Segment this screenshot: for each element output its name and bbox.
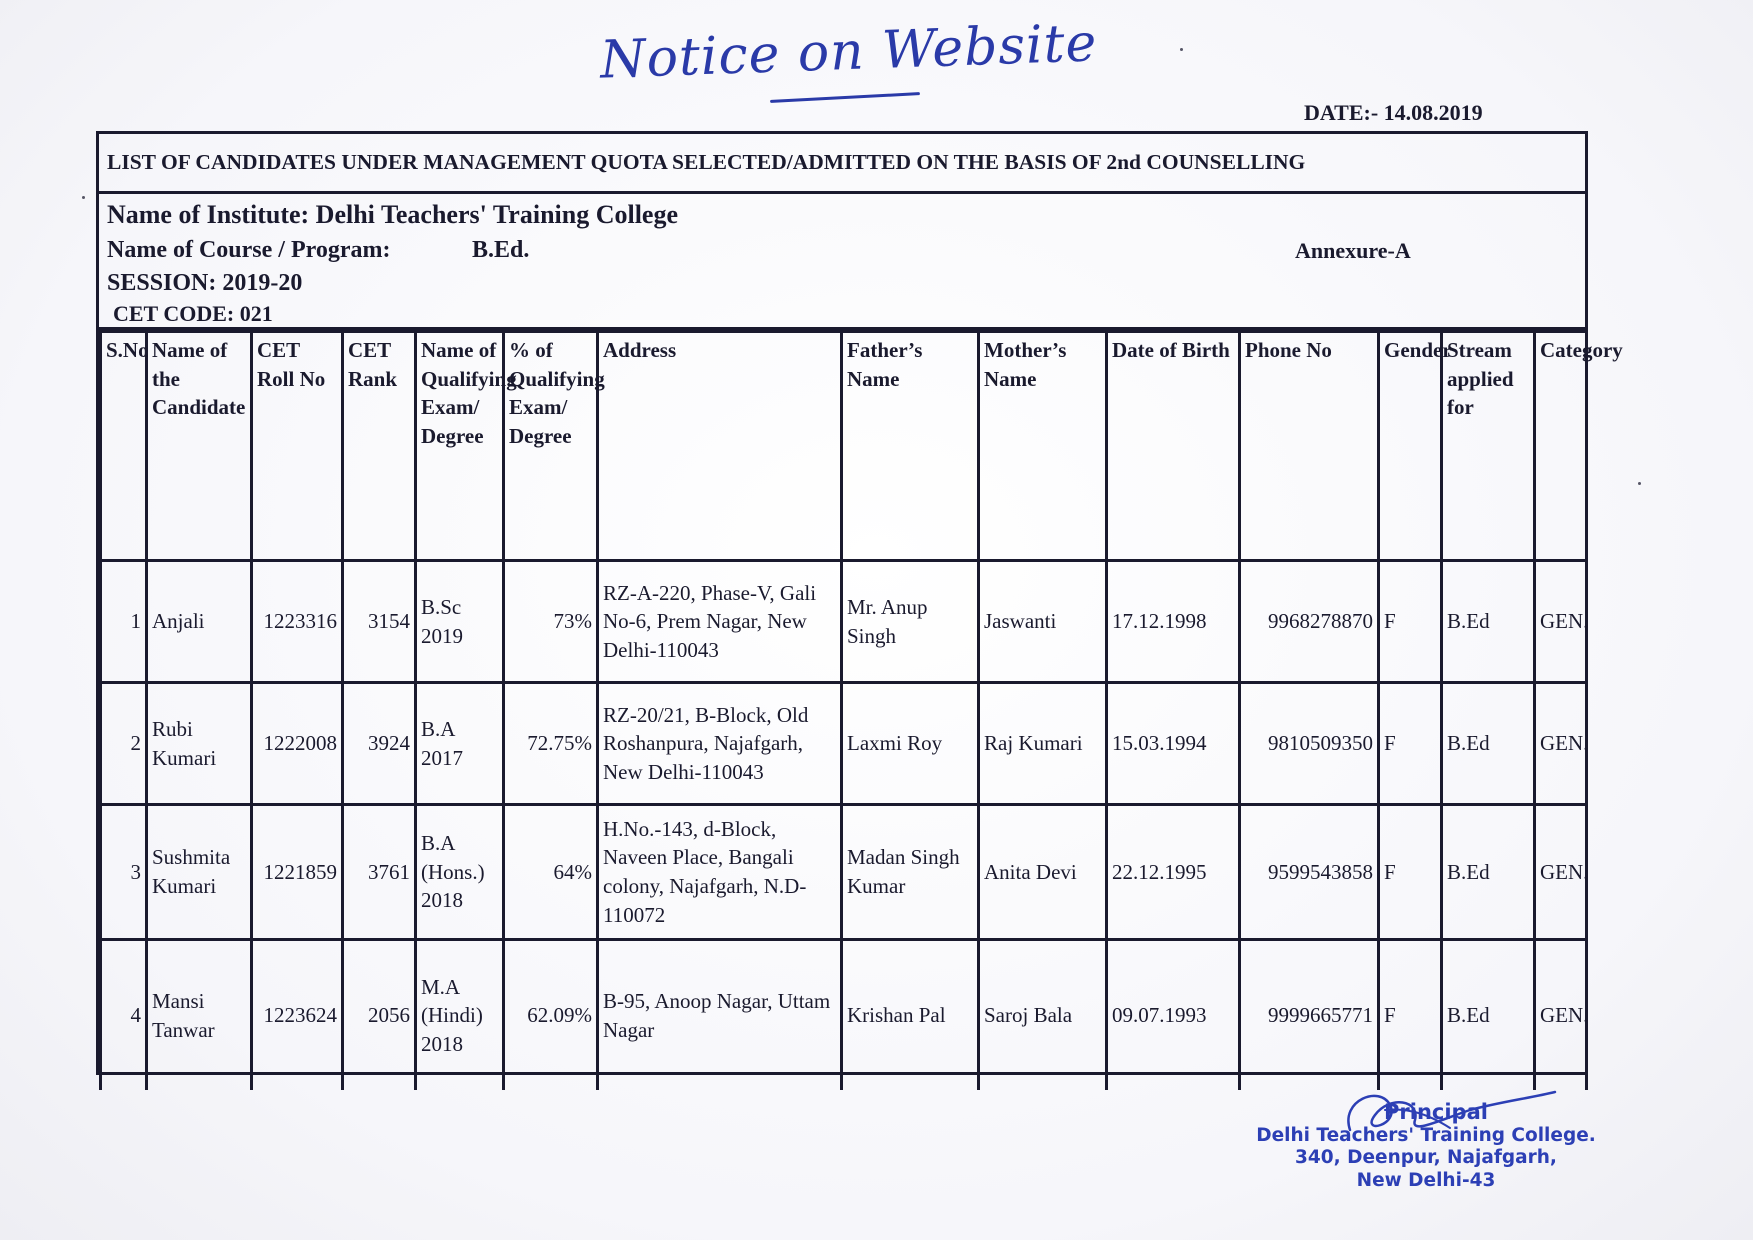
cell-phone: 9999665771 <box>1240 940 1379 1091</box>
session: SESSION: 2019-20 <box>107 270 303 296</box>
table-header-row <box>101 332 1587 561</box>
cell-mother-name: Raj Kumari <box>979 683 1107 805</box>
cell-gender: F <box>1379 805 1442 940</box>
cell-phone: 9599543858 <box>1240 805 1379 940</box>
cell-rank: 3924 <box>343 683 416 805</box>
cell-father-name: Madan Singh Kumar <box>842 805 979 940</box>
cell-roll-no: 1223316 <box>252 561 343 683</box>
header-date-of-birth: Date of Birth <box>1107 332 1240 561</box>
stamp-address: 340, Deenpur, Najafgarh, <box>1295 1147 1557 1169</box>
cell-father-name: Mr. Anup Singh <box>842 561 979 683</box>
annexure-label: Annexure-A <box>1295 238 1411 263</box>
cell-mother-name: Jaswanti <box>979 561 1107 683</box>
cell-candidate-name: Rubi Kumari <box>147 683 252 805</box>
cell-candidate-name: Sushmita Kumari <box>147 805 252 940</box>
cell-dob: 15.03.1994 <box>1107 683 1240 805</box>
cell-dob: 22.12.1995 <box>1107 805 1240 940</box>
stamp-city: New Delhi-43 <box>1356 1169 1496 1191</box>
cell-phone: 9968278870 <box>1240 561 1379 683</box>
scan-speck <box>82 196 85 199</box>
institute-name: Name of Institute: Delhi Teachers' Training College <box>107 200 679 229</box>
header-qualifying-exam: Name of Qualifying Exam/ Degree <box>416 332 504 561</box>
cell-rank: 3154 <box>343 561 416 683</box>
header-gender: Gender <box>1379 332 1442 561</box>
header-cet-roll-no: CET Roll No <box>252 332 343 561</box>
header-candidate-name: Name of the Candidate <box>147 332 252 561</box>
cell-mother-name: Saroj Bala <box>979 940 1107 1091</box>
header-sno: S.No <box>101 332 147 561</box>
cell-address: RZ-A-220, Phase-V, Gali No-6, Prem Nagar, New Delhi-110043 <box>598 561 842 683</box>
cell-percent: 73% <box>504 561 598 683</box>
header-address: Address <box>598 332 842 561</box>
cell-sno: 1 <box>101 561 147 683</box>
header-phone-no: Phone No <box>1240 332 1379 561</box>
cell-dob: 09.07.1993 <box>1107 940 1240 1091</box>
cell-percent: 64% <box>504 805 598 940</box>
cell-percent: 72.75% <box>504 683 598 805</box>
notice-frame <box>96 131 1623 1075</box>
cell-gender: F <box>1379 683 1442 805</box>
cell-category: GEN. <box>1535 940 1587 1091</box>
cell-rank: 3761 <box>343 805 416 940</box>
handwritten-title: Notice on Website <box>599 13 1099 91</box>
cell-mother-name: Anita Devi <box>979 805 1107 940</box>
cell-sno: 3 <box>101 805 147 940</box>
scan-speck <box>1180 48 1183 51</box>
header-cet-rank: CET Rank <box>343 332 416 561</box>
cell-address: H.No.-143, d-Block, Naveen Place, Bangali colony, Najafgarh, N.D-110072 <box>598 805 842 940</box>
cell-stream: B.Ed <box>1442 940 1535 1091</box>
course-label: Name of Course / Program: <box>107 237 391 263</box>
scan-speck <box>1638 482 1641 485</box>
cet-code: CET CODE: 021 <box>113 301 273 326</box>
header-father-name: Father’s Name <box>842 332 979 561</box>
cell-dob: 17.12.1998 <box>1107 561 1240 683</box>
cell-roll-no: 1221859 <box>252 805 343 940</box>
cell-exam: B.A 2017 <box>416 683 504 805</box>
cell-candidate-name: Mansi Tanwar <box>147 940 252 1091</box>
cell-percent: 62.09% <box>504 940 598 1091</box>
cell-stream: B.Ed <box>1442 805 1535 940</box>
table-row <box>101 683 1587 805</box>
institute-info <box>99 194 1585 330</box>
cell-exam: B.A (Hons.) 2018 <box>416 805 504 940</box>
cell-exam: B.Sc 2019 <box>416 561 504 683</box>
cell-sno: 2 <box>101 683 147 805</box>
table-row <box>101 805 1587 940</box>
cell-gender: F <box>1379 940 1442 1091</box>
header-qualifying-percent: % of Qualifying Exam/ Degree <box>504 332 598 561</box>
cell-father-name: Krishan Pal <box>842 940 979 1091</box>
cell-roll-no: 1222008 <box>252 683 343 805</box>
stamp-college: Delhi Teachers' Training College. <box>1256 1125 1596 1147</box>
cell-rank: 2056 <box>343 940 416 1091</box>
table-row <box>101 561 1587 683</box>
cell-category: GEN. <box>1535 805 1587 940</box>
course-value: B.Ed. <box>472 237 530 263</box>
cell-address: RZ-20/21, B-Block, Old Roshanpura, Najafgarh, New Delhi-110043 <box>598 683 842 805</box>
table-row <box>101 940 1587 1091</box>
cell-category: GEN. <box>1535 561 1587 683</box>
stamp-title: Principal <box>1384 1100 1488 1124</box>
cell-stream: B.Ed <box>1442 561 1535 683</box>
principal-stamp <box>1246 1100 1606 1192</box>
header-stream: Stream applied for <box>1442 332 1535 561</box>
cell-gender: F <box>1379 561 1442 683</box>
cell-father-name: Laxmi Roy <box>842 683 979 805</box>
cell-exam: M.A (Hindi) 2018 <box>416 940 504 1091</box>
header-mother-name: Mother’s Name <box>979 332 1107 561</box>
notice-date: DATE:- 14.08.2019 <box>1304 100 1483 125</box>
cell-sno: 4 <box>101 940 147 1091</box>
cell-stream: B.Ed <box>1442 683 1535 805</box>
candidates-table <box>99 330 1623 1090</box>
cell-roll-no: 1223624 <box>252 940 343 1091</box>
cell-address: B-95, Anoop Nagar, Uttam Nagar <box>598 940 842 1091</box>
list-title: LIST OF CANDIDATES UNDER MANAGEMENT QUOTA SELECTED/ADMITTED ON THE BASIS OF 2nd COUNSELLING <box>99 134 1585 194</box>
header-category: Category <box>1535 332 1587 561</box>
cell-category: GEN. <box>1535 683 1587 805</box>
cell-candidate-name: Anjali <box>147 561 252 683</box>
cell-phone: 9810509350 <box>1240 683 1379 805</box>
